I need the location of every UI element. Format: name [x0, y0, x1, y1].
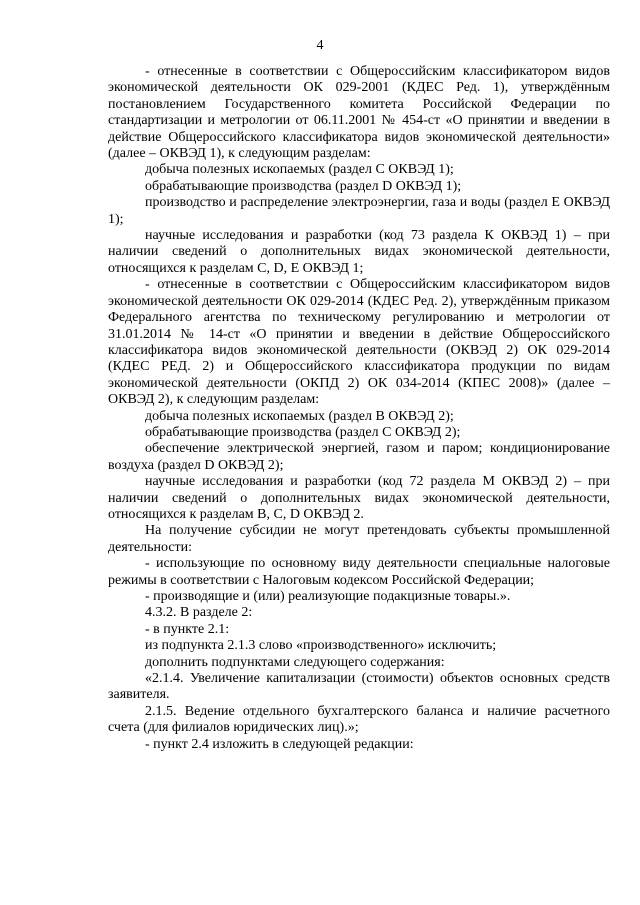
page-number: 4 [316, 38, 324, 53]
paragraph: - в пункте 2.1: [145, 621, 230, 637]
paragraph: На получение субсидии не могут претендовать субъекты промышленной деятельности: [108, 523, 610, 555]
paragraph: добыча полезных ископаемых (раздел В ОКВЭД 2); [145, 408, 454, 424]
paragraph: «2.1.4. Увеличение капитализации (стоимости) объектов основных средств заявителя. [108, 671, 610, 703]
paragraph: 4.3.2. В разделе 2: [145, 605, 253, 621]
paragraph: обеспечение электрической энергией, газом и паром; кондиционирование воздуха (раздел D ОКВЭД 2); [108, 441, 610, 473]
paragraph: - использующие по основному виду деятельности специальные налоговые режимы в соответствии с Налоговым кодексом Российской Федерации; [108, 556, 610, 588]
paragraph: из подпункта 2.1.3 слово «производственного» исключить; [145, 638, 497, 654]
paragraph: - отнесенные в соответствии с Общероссийским классификатором видов экономической деятельности ОК 029-2014 (КДЕС Ред. 2), утверждённым приказом Федерального агентства по техническому регулированию и метрологии от 31.01.2014 № 14-ст «О принятии и введении в действие Общероссийского классификатора видов экономической деятельности (ОКВЭД 2) ОК 029-2014 (КДЕС РЕД. 2) и Общероссийского классификатора продукции по видам экономической деятельности (ОКПД 2) ОК 034-2014 (КПЕС 2008)» (далее – ОКВЭД 2), к следующим разделам: [108, 277, 610, 408]
paragraph: добыча полезных ископаемых (раздел С ОКВЭД 1); [145, 162, 454, 178]
paragraph: производство и распределение электроэнергии, газа и воды (раздел Е ОКВЭД 1); [108, 195, 610, 227]
paragraph: - пункт 2.4 изложить в следующей редакции: [145, 736, 414, 752]
paragraph: - производящие и (или) реализующие подакцизные товары.». [145, 589, 511, 604]
paragraph: дополнить подпунктами следующего содержания: [145, 654, 445, 670]
paragraph: - отнесенные в соответствии с Общероссийским классификатором видов экономической деятельности ОК 029-2001 (КДЕС Ред. 1), утверждённым постановлением Государственного комитета Российской Федерации по стандартизации и метрологии от 06.11.2001 № 454-ст «О принятии и введении в действие Общероссийского классификатора видов экономической деятельности» (далее – ОКВЭД 1), к следующим разделам: [108, 64, 610, 162]
paragraph: обрабатывающие производства (раздел С ОКВЭД 2); [145, 424, 461, 440]
document-body [108, 64, 610, 753]
paragraph: обрабатывающие производства (раздел D ОКВЭД 1); [145, 178, 462, 194]
paragraph: научные исследования и разработки (код 73 раздела К ОКВЭД 1) – при наличии сведений о дополнительных видах экономической деятельности, относящихся к разделам С, D, Е ОКВЭД 1; [108, 228, 610, 276]
paragraph: научные исследования и разработки (код 72 раздела М ОКВЭД 2) – при наличии сведений о дополнительных видах экономической деятельности, относящихся к разделам В, С, D ОКВЭД 2. [108, 474, 610, 522]
paragraph: 2.1.5. Ведение отдельного бухгалтерского баланса и наличие расчетного счета (для филиалов юридических лиц).»; [108, 703, 610, 736]
